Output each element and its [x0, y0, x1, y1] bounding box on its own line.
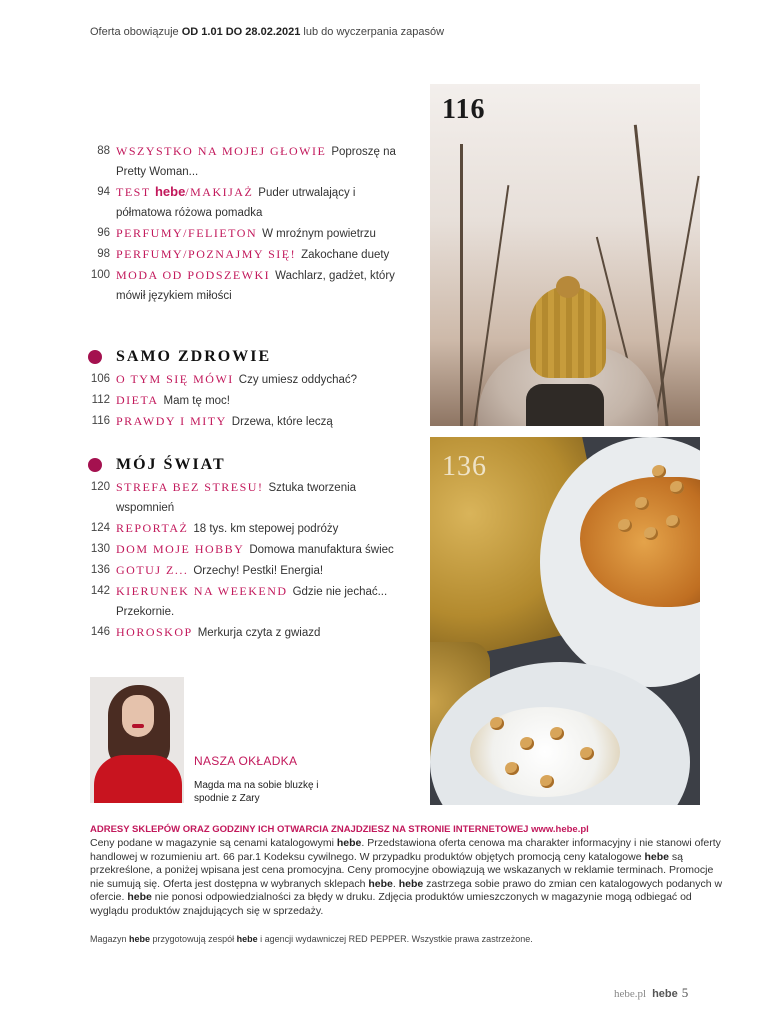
disclaimer-text: Ceny podane w magazynie są cenami katalogowymi — [90, 837, 337, 849]
photo-page-number: 116 — [442, 94, 486, 125]
tree-branch — [652, 176, 699, 426]
chickpea — [550, 727, 564, 740]
chickpea — [490, 717, 504, 730]
chickpea — [652, 465, 666, 478]
offer-validity — [90, 26, 444, 38]
face — [122, 695, 154, 737]
section-name: TEST — [116, 185, 155, 199]
tree-branch — [460, 144, 463, 426]
toc-entry[interactable] — [88, 390, 408, 411]
section-title: SAMO ZDROWIE — [116, 348, 272, 365]
page-number: 100 — [90, 269, 110, 281]
toc-entry[interactable] — [88, 518, 408, 539]
hebe-logo-text: hebe — [368, 877, 393, 890]
entry-text: Gdzie nie jechać... Przekornie. — [116, 586, 388, 618]
entry-text: Sztuka tworzenia wspomnień — [116, 482, 357, 514]
chickpea — [635, 497, 649, 510]
disclaimer-text: zastrzega sobie prawo do zmian cen katalogowych podanych w ofercie. — [90, 877, 723, 904]
toc-entry[interactable] — [88, 539, 408, 560]
page-number: 146 — [90, 626, 110, 638]
entry-text: Zakochane duety — [301, 249, 390, 261]
chickpea — [520, 737, 534, 750]
section-name: PERFUMY/POZNAJMY SIĘ! — [116, 247, 297, 261]
chickpea — [618, 519, 632, 532]
knit-hat — [530, 286, 606, 378]
hebe-logo-text: hebe — [644, 850, 669, 863]
page-number: 96 — [97, 227, 110, 239]
hebe-logo-text: hebe — [652, 988, 678, 1000]
credits-text: Magazyn — [90, 934, 130, 944]
bullet-dot-icon — [88, 350, 102, 364]
photo-winter-walk[interactable] — [430, 84, 700, 426]
backpack — [526, 384, 604, 426]
page-number: 94 — [97, 186, 110, 198]
toc-entry[interactable] — [88, 622, 408, 643]
offer-prefix: Oferta obowiązuje — [90, 26, 182, 38]
entry-text: Puder utrwalający i półmatowa różowa pomadka — [116, 187, 356, 219]
toc-health — [88, 369, 408, 432]
toc-entry[interactable] — [88, 411, 408, 432]
cover-description: Magda ma na sobie bluzkę i spodnie z Zary — [194, 780, 319, 804]
bullet-dot-icon — [88, 458, 102, 472]
hebe-logo-text: hebe — [236, 934, 258, 944]
page-number: 124 — [90, 522, 110, 534]
section-name: PERFUMY/FELIETON — [116, 226, 258, 240]
page-number: 130 — [90, 543, 110, 555]
section-name: STREFA BEZ STRESU! — [116, 480, 264, 494]
toc-world — [88, 477, 408, 643]
credits — [90, 934, 533, 944]
photo-page-number: 136 — [442, 451, 487, 482]
page-number: 112 — [91, 394, 110, 406]
page-number: 98 — [97, 248, 110, 260]
hebe-logo-text: hebe — [398, 877, 424, 890]
chickpea — [540, 775, 554, 788]
red-blouse — [94, 755, 182, 803]
disclaimer-text: są przekreślone, a poniżej wpisana jest cena promocyjna. Ceny promocyjne obowiązują we wskazanych w reklamie terminach. Promocje nie sumują się. Oferta jest dostępna w wybranych sklepach — [90, 850, 714, 890]
toc-top — [88, 141, 408, 306]
photo-food[interactable] — [430, 437, 700, 805]
section-name: MODA OD PODSZEWKI — [116, 268, 271, 282]
page-number: 106 — [90, 373, 110, 385]
section-header-health — [88, 348, 271, 366]
credits-text: przygotowują zespół — [150, 934, 237, 944]
entry-text: Domowa manufaktura świec — [249, 544, 394, 556]
toc-entry[interactable] — [88, 477, 408, 518]
disclaimer-text: . — [392, 877, 399, 890]
hebe-logo-text: hebe — [129, 934, 151, 944]
page-number: 142 — [90, 585, 110, 597]
section-header-world — [88, 456, 226, 474]
section-name: O TYM SIĘ MÓWI — [116, 372, 234, 386]
lips — [132, 724, 144, 728]
entry-text: Poproszę na Pretty Woman... — [116, 146, 396, 178]
credits-text: i agencji wydawniczej RED PEPPER. Wszystkie prawa zastrzeżone. — [257, 934, 533, 944]
section-name: DOM MOJE HOBBY — [116, 542, 245, 556]
hebe-logo-text: hebe — [127, 891, 152, 904]
section-name: HOROSKOP — [116, 625, 193, 639]
section-title: MÓJ ŚWIAT — [116, 456, 226, 473]
toc-entry[interactable] — [88, 141, 408, 182]
entry-text: Drzewa, które leczą — [231, 416, 333, 428]
entry-text: Wachlarz, gadżet, który mówił językiem miłości — [116, 270, 395, 302]
section-name: DIETA — [116, 393, 159, 407]
entry-text: 18 tys. km stepowej podróży — [193, 523, 339, 535]
offer-dates: OD 1.01 DO 28.02.2021 — [181, 26, 301, 38]
chickpea — [505, 762, 519, 775]
offer-suffix: lub do wyczerpania zapasów — [300, 26, 445, 38]
entry-text: Mam tę moc! — [163, 395, 230, 407]
entry-text: Merkurja czyta z gwiazd — [197, 627, 321, 639]
entry-text: Orzechy! Pestki! Energia! — [193, 565, 324, 577]
disclaimer-text: . Przedstawiona oferta cenowa ma charakter informacyjny i nie stanowi oferty handlowej w rozumieniu art. 66 par.1 Kodeksu cywilnego. W przypadku produktów objętych promocją ceny katalogowe — [90, 837, 721, 863]
page-number: 88 — [97, 145, 110, 157]
chickpea — [644, 527, 658, 540]
hebe-logo-text: hebe — [154, 184, 186, 199]
disclaimer-text: nie ponosi odpowiedzialności za błędy w druku. Zdjęcia produktów umieszczonych w magazynie mogą odbiegać od wyglądu produktów znajdujących się w sprzedaży. — [90, 891, 692, 917]
toc-entry[interactable] — [88, 265, 408, 306]
price-disclaimer — [90, 837, 730, 919]
toc-entry[interactable] — [88, 223, 408, 244]
chickpea — [580, 747, 594, 760]
toc-entry[interactable] — [88, 560, 408, 581]
page-number: 116 — [91, 415, 110, 427]
toc-entry[interactable] — [88, 244, 408, 265]
chickpea — [666, 515, 680, 528]
section-name: WSZYSTKO NA MOJEJ GŁOWIE — [116, 144, 327, 158]
page-footer — [614, 985, 688, 1001]
entry-text: Czy umiesz oddychać? — [238, 374, 358, 386]
toc-entry[interactable] — [88, 581, 408, 622]
chickpea — [670, 481, 684, 494]
hebe-logo-text: hebe — [336, 837, 362, 849]
page-number: 136 — [90, 564, 110, 576]
section-name: PRAWDY I MITY — [116, 414, 227, 428]
page-number: 120 — [90, 481, 110, 493]
section-name: GOTUJ Z... — [116, 563, 189, 577]
section-name: KIERUNEK NA WEEKEND — [116, 584, 288, 598]
store-address-notice[interactable]: ADRESY SKLEPÓW ORAZ GODZINY ICH OTWARCIA ZNAJDZIESZ NA STRONIE INTERNETOWEJ www.hebe.pl — [90, 824, 589, 835]
toc-entry[interactable] — [88, 182, 408, 223]
entry-text: W mroźnym powietrzu — [262, 228, 376, 240]
toc-entry[interactable] — [88, 369, 408, 390]
page-number: 5 — [681, 985, 689, 1000]
section-name: REPORTAŻ — [116, 521, 189, 535]
footer-site[interactable]: hebe.pl — [614, 988, 647, 1000]
hat-pompom — [556, 276, 580, 298]
section-name: /MAKIJAŻ — [185, 185, 254, 199]
cover-title: NASZA OKŁADKA — [194, 754, 298, 768]
cover-photo[interactable] — [90, 677, 184, 803]
